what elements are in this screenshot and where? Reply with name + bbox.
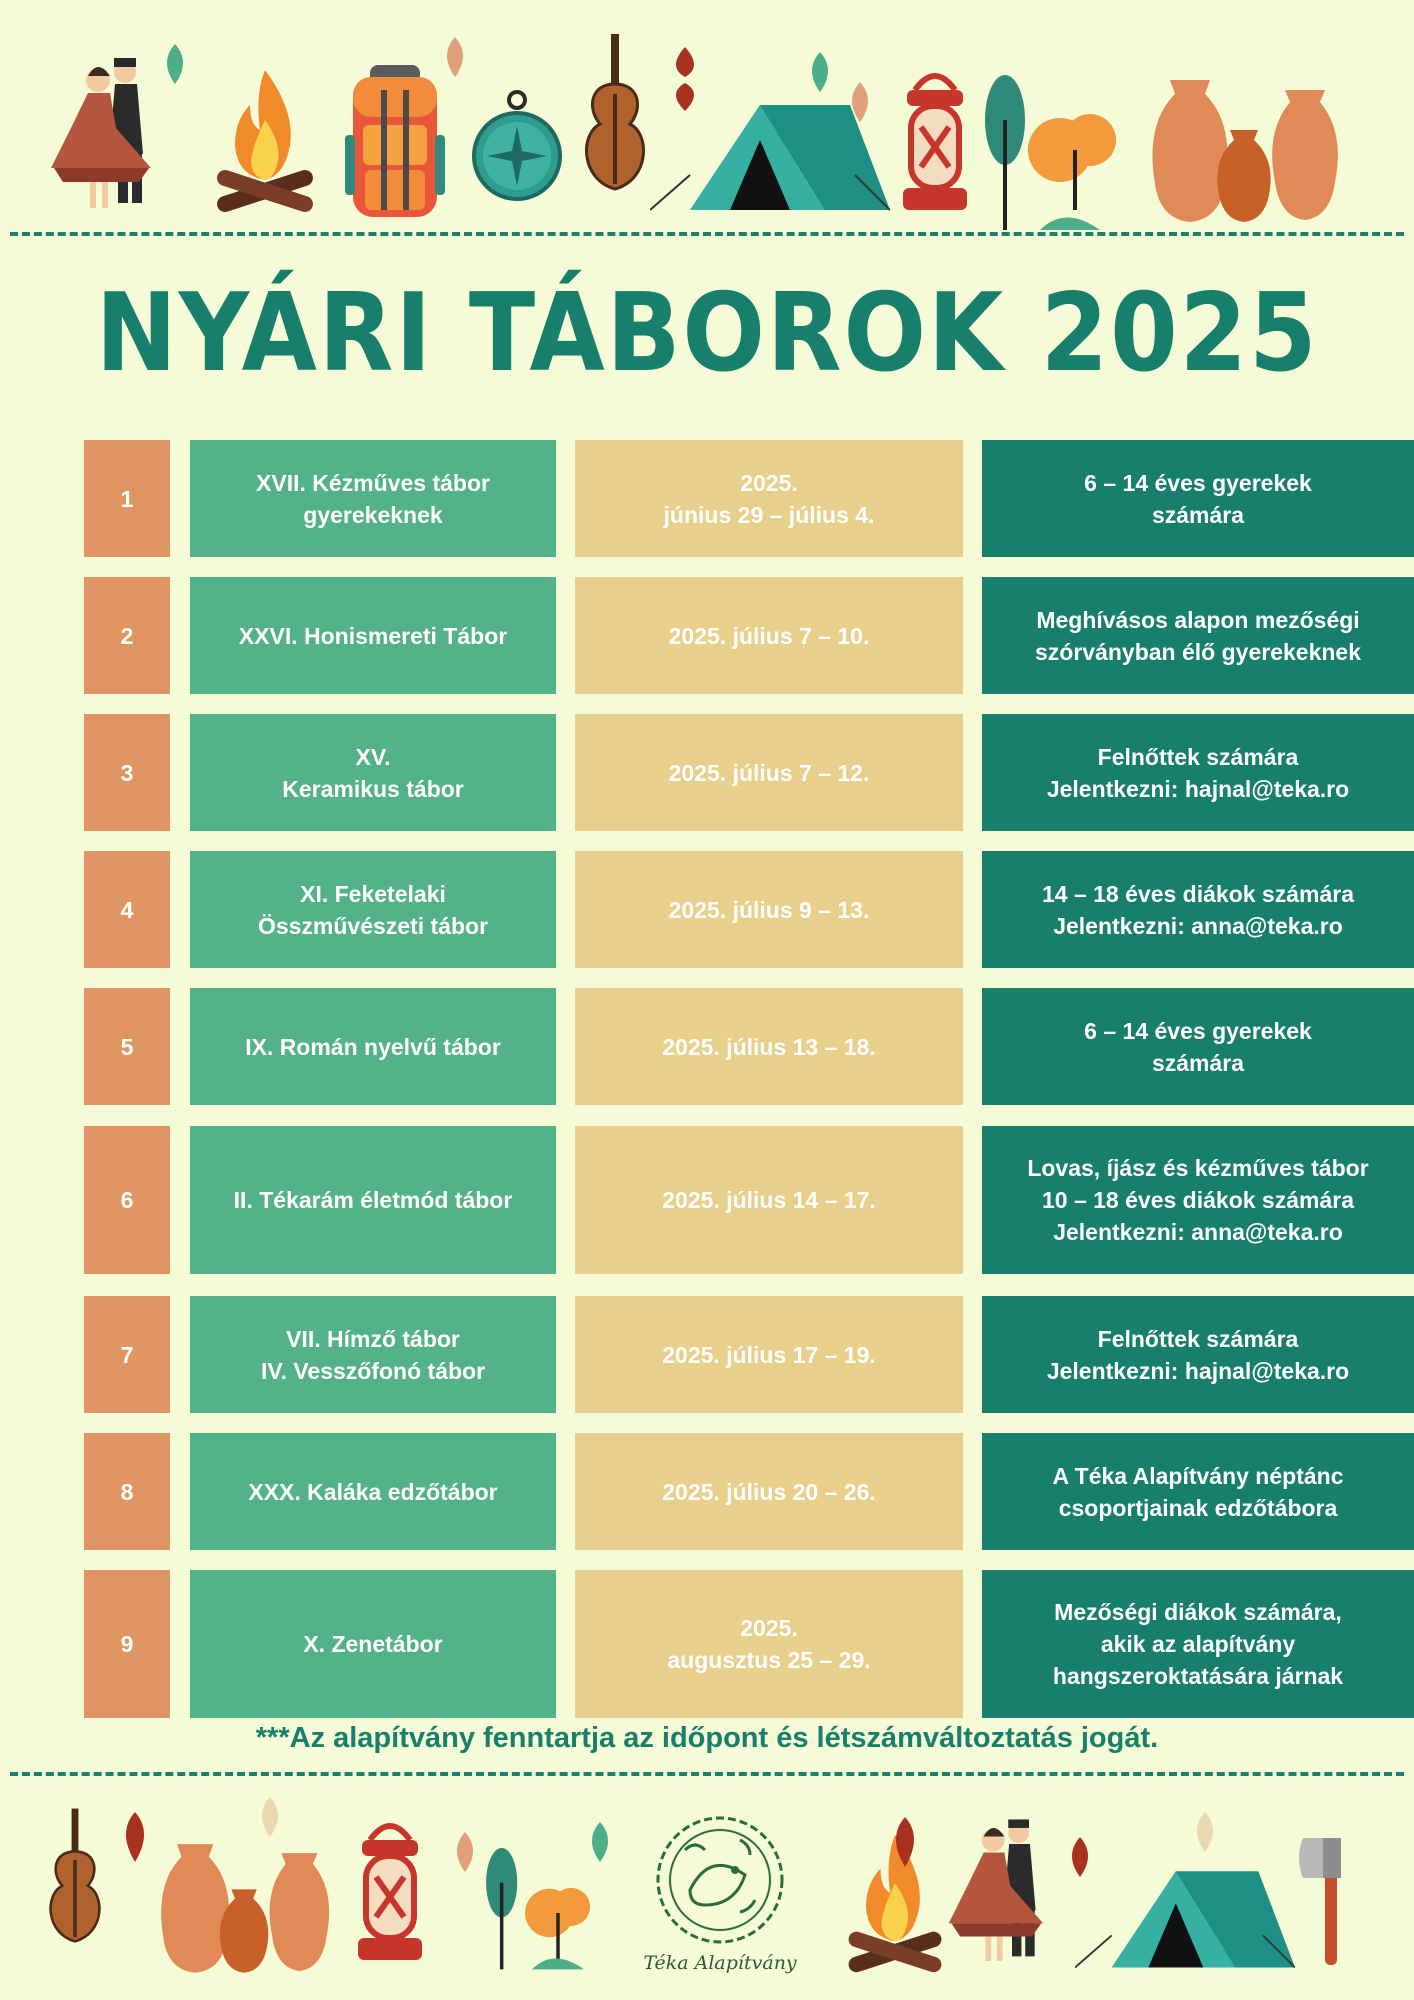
bottom-decoration	[0, 1790, 1414, 2000]
camp-name: VII. Hímző tábor IV. Vesszőfonó tábor	[190, 1296, 556, 1413]
lantern-icon	[350, 1815, 430, 1970]
camp-date: 2025. július 9 – 13.	[575, 851, 963, 968]
pottery-icon	[150, 1835, 340, 1980]
camp-name: II. Tékarám életmód tábor	[190, 1126, 556, 1274]
violin-icon	[45, 1805, 105, 1975]
table-row	[84, 577, 1361, 694]
campfire-icon	[210, 65, 320, 220]
row-number: 8	[84, 1433, 170, 1550]
trees-icon	[980, 70, 1130, 230]
top-decoration	[0, 20, 1414, 230]
row-number: 2	[84, 577, 170, 694]
leaf-icon	[845, 80, 875, 125]
top-divider	[10, 232, 1404, 236]
tent-icon	[1075, 1850, 1295, 1975]
camp-date: 2025. július 17 – 19.	[575, 1296, 963, 1413]
leaf-icon	[585, 1820, 615, 1865]
row-number: 1	[84, 440, 170, 557]
camp-date: 2025. július 7 – 10.	[575, 577, 963, 694]
dancing-couple-icon	[40, 48, 160, 228]
table-row	[84, 714, 1350, 831]
table-row	[84, 440, 1330, 557]
leaf-icon	[450, 1830, 480, 1875]
camp-info: 6 – 14 éves gyerekek számára	[982, 988, 1414, 1105]
camp-info: Meghívásos alapon mezőségi szórványban élő gyerekeknek	[982, 577, 1414, 694]
row-number: 4	[84, 851, 170, 968]
row-number: 6	[84, 1126, 170, 1274]
camp-date: 2025. július 7 – 12.	[575, 714, 963, 831]
backpack-icon	[345, 65, 445, 220]
table-row	[84, 851, 1354, 968]
camp-date: 2025. június 29 – július 4.	[575, 440, 963, 557]
row-number: 3	[84, 714, 170, 831]
camp-info: A Téka Alapítvány néptánc csoportjainak edzőtábora	[982, 1433, 1414, 1550]
axe-icon	[1295, 1830, 1365, 1970]
camp-date: 2025. július 14 – 17.	[575, 1126, 963, 1274]
camp-name: X. Zenetábor	[190, 1570, 556, 1718]
logo-caption: Téka Alapítvány	[643, 1952, 797, 1974]
page-title: NYÁRI TÁBOROK 2025	[95, 271, 1319, 396]
table-row	[84, 988, 1330, 1105]
camp-date: 2025. július 20 – 26.	[575, 1433, 963, 1550]
table-row	[84, 1296, 1350, 1413]
camp-info: Mezőségi diákok számára, akik az alapítvány hangszeroktatására járnak	[982, 1570, 1414, 1718]
leaf-icon	[440, 35, 470, 80]
disclaimer-note: ***Az alapítvány fenntartja az időpont és létszámváltoztatás jogát.	[255, 1722, 1159, 1754]
lantern-icon	[895, 65, 975, 220]
table-row	[84, 1570, 1344, 1718]
camp-info: 14 – 18 éves diákok számára Jelentkezni: anna@teka.ro	[982, 851, 1414, 968]
compass-icon	[472, 90, 562, 205]
camp-info: Lovas, íjász és kézműves tábor 10 – 18 éves diákok számára Jelentkezni: anna@teka.ro	[982, 1126, 1414, 1274]
camp-info: 6 – 14 éves gyerekek számára	[982, 440, 1414, 557]
camp-name: XV. Keramikus tábor	[190, 714, 556, 831]
camp-info: Felnőttek számára Jelentkezni: hajnal@teka.ro	[982, 714, 1414, 831]
table-row	[84, 1433, 1344, 1550]
pottery-icon	[1150, 70, 1340, 230]
table-row	[84, 1126, 1369, 1274]
camp-name: IX. Román nyelvű tábor	[190, 988, 556, 1105]
camp-name: XXX. Kaláka edzőtábor	[190, 1433, 556, 1550]
camp-name: XVII. Kézműves tábor gyerekeknek	[190, 440, 556, 557]
camp-name: XXVI. Honismereti Tábor	[190, 577, 556, 694]
dancing-couple-icon	[935, 1810, 1055, 1980]
camp-info: Felnőttek számára Jelentkezni: hajnal@teka.ro	[982, 1296, 1414, 1413]
leaf-icon	[160, 42, 190, 87]
leaf-icon	[1190, 1810, 1220, 1855]
bottom-divider	[10, 1772, 1404, 1776]
leaf-icon	[805, 50, 835, 95]
leaf-icon	[115, 1810, 155, 1870]
violin-icon	[580, 34, 650, 224]
teka-logo-icon	[645, 1810, 795, 1950]
row-number: 9	[84, 1570, 170, 1718]
camp-date: 2025. július 13 – 18.	[575, 988, 963, 1105]
row-number: 7	[84, 1296, 170, 1413]
camp-date: 2025. augusztus 25 – 29.	[575, 1570, 963, 1718]
leaf-icon	[885, 1815, 925, 1875]
leaf-icon	[255, 1795, 285, 1840]
camp-name: XI. Feketelaki Összművészeti tábor	[190, 851, 556, 968]
row-number: 5	[84, 988, 170, 1105]
